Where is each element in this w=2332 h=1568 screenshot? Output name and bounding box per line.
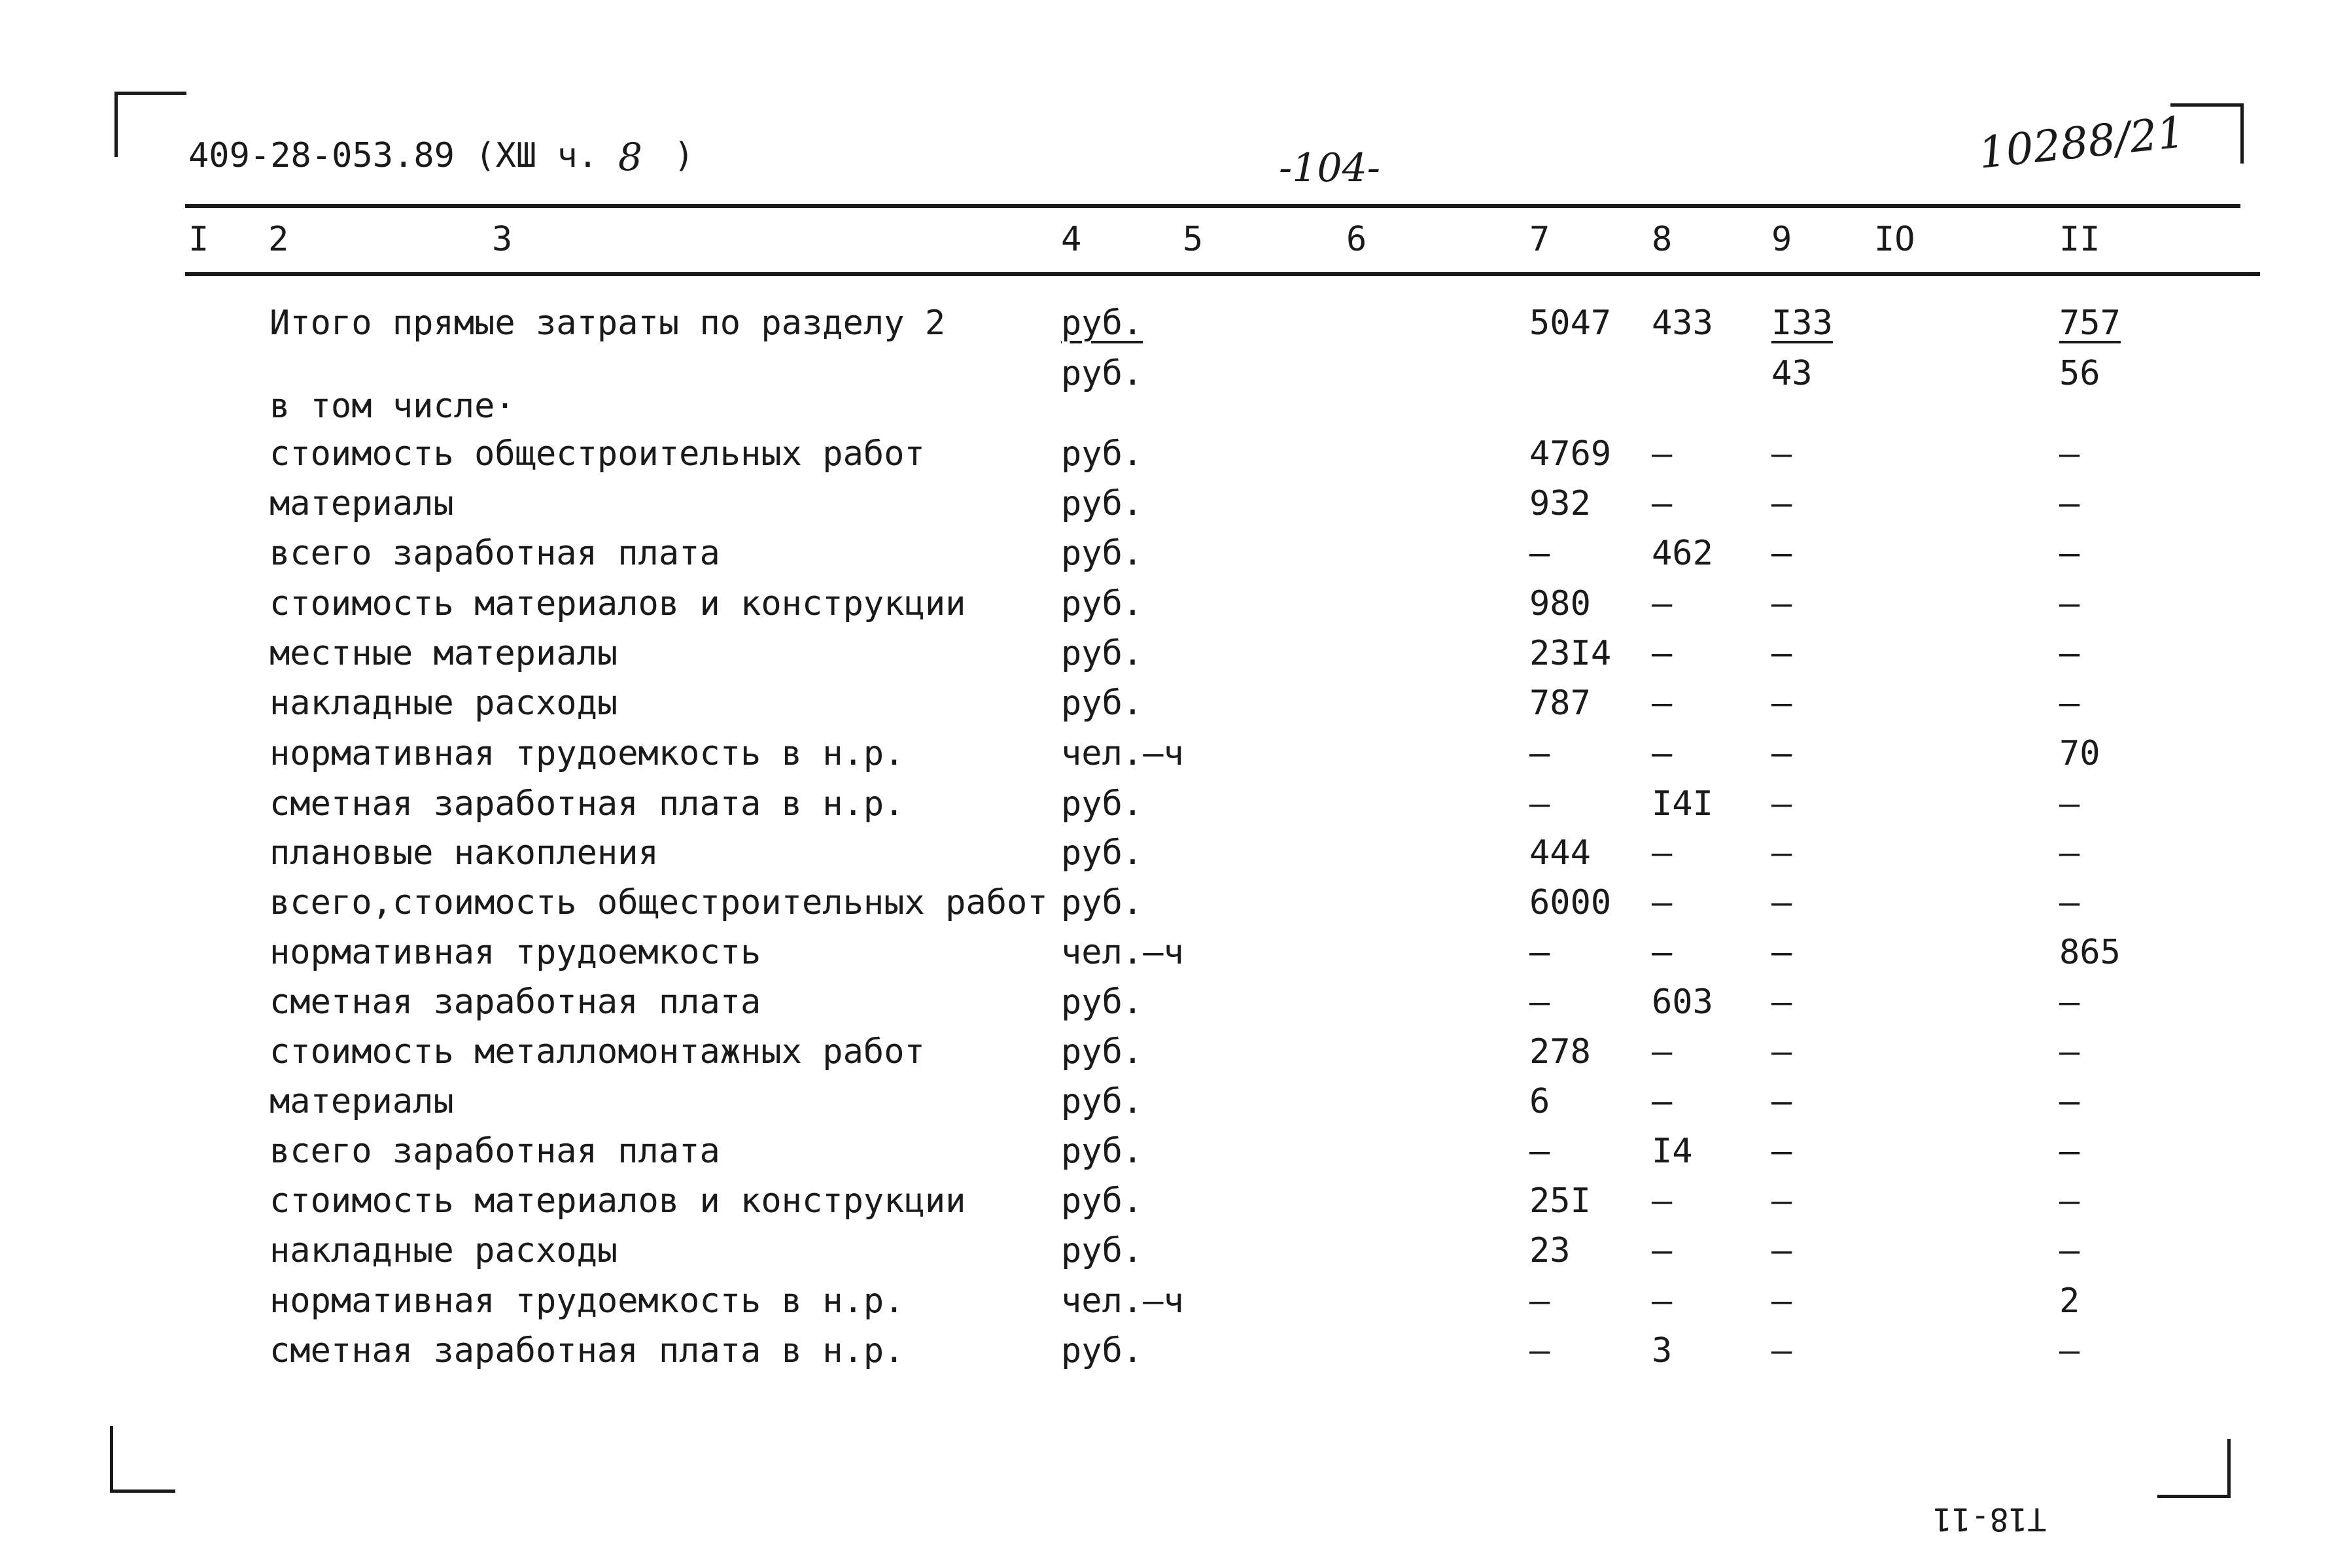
row-unit: чел.–ч xyxy=(1061,734,1184,773)
row-col11-value: – xyxy=(2059,883,2080,922)
row-col9-value: – xyxy=(1771,833,1792,873)
column-header-7: 7 xyxy=(1529,220,1550,259)
row-col11-value: – xyxy=(2059,534,2080,573)
row-col9-value: – xyxy=(1771,634,1792,673)
row-col8-value: – xyxy=(1652,1181,1673,1221)
row-col8-value: 433 xyxy=(1652,304,1713,343)
row-col8-value: – xyxy=(1652,634,1673,673)
row-item-name: нормативная трудоемкость xyxy=(270,933,761,972)
corner-mark-top-right-vertical xyxy=(2240,103,2244,164)
column-header-8: 8 xyxy=(1652,220,1673,259)
row-col8-value: – xyxy=(1652,734,1673,773)
row-unit: руб. xyxy=(1061,584,1143,623)
row-col7-value: – xyxy=(1529,1132,1550,1171)
row-col7-value: 25I xyxy=(1529,1181,1591,1221)
row-col8-value: I4 xyxy=(1652,1132,1693,1171)
row-col8-value: 3 xyxy=(1652,1331,1673,1370)
row-col9-value: – xyxy=(1771,1181,1792,1221)
row-col9-value: – xyxy=(1771,1032,1792,1071)
row-col11-value: – xyxy=(2059,833,2080,873)
footer-stamp: T18-11 xyxy=(1933,1501,2047,1537)
row-col11-value: – xyxy=(2059,1082,2080,1121)
row-col8-value: – xyxy=(1652,484,1673,523)
row-unit: руб. xyxy=(1061,784,1143,824)
column-header-10: IO xyxy=(1874,220,1915,259)
row-unit: руб. xyxy=(1061,1231,1143,1270)
row-col8-value: – xyxy=(1652,684,1673,723)
row-col7-value: – xyxy=(1529,933,1550,972)
row-col11-value: 56 xyxy=(2059,354,2100,393)
corner-mark-bottom-left-horizontal xyxy=(110,1490,175,1493)
row-col8-value: – xyxy=(1652,883,1673,922)
page-number: -104- xyxy=(1279,145,1381,191)
row-col11-value: 2 xyxy=(2059,1281,2080,1321)
row-col11-value: – xyxy=(2059,983,2080,1022)
row-col9-value: – xyxy=(1771,784,1792,824)
row-col8-value: – xyxy=(1652,1032,1673,1071)
row-col7-value: 444 xyxy=(1529,833,1591,873)
row-col7-value: – xyxy=(1529,534,1550,573)
row-col11-value: – xyxy=(2059,1132,2080,1171)
row-item-name: сметная заработная плата в н.р. xyxy=(270,1331,905,1370)
column-header-9: 9 xyxy=(1771,220,1792,259)
row-col8-value: 462 xyxy=(1652,534,1713,573)
row-col7-value: 23I4 xyxy=(1529,634,1612,673)
column-header-6: 6 xyxy=(1346,220,1367,259)
row-col7-value: 6 xyxy=(1529,1082,1550,1121)
row-col9-value: – xyxy=(1771,1281,1792,1321)
row-unit: руб. xyxy=(1061,684,1143,723)
column-header-1: I xyxy=(188,220,209,259)
column-header-4: 4 xyxy=(1061,220,1082,259)
row-unit: руб. xyxy=(1061,1032,1143,1071)
row-item-name: материалы xyxy=(270,484,454,523)
row-item-name: нормативная трудоемкость в н.р. xyxy=(270,1281,905,1321)
row-unit: чел.–ч xyxy=(1061,1281,1184,1321)
row-col7-value: – xyxy=(1529,983,1550,1022)
row-col11-value: – xyxy=(2059,784,2080,824)
row-col11-value: – xyxy=(2059,1181,2080,1221)
corner-mark-bottom-right-horizontal xyxy=(2157,1495,2231,1498)
row-col11-value: – xyxy=(2059,434,2080,474)
row-col9-value: – xyxy=(1771,1132,1792,1171)
row-item-name: нормативная трудоемкость в н.р. xyxy=(270,734,905,773)
part-number-handwritten: 8 xyxy=(618,135,642,179)
row-col8-value: – xyxy=(1652,1231,1673,1270)
row-col7-value: – xyxy=(1529,734,1550,773)
row-col7-value: – xyxy=(1529,784,1550,824)
corner-mark-top-left-vertical xyxy=(114,92,118,157)
row-col9-value: – xyxy=(1771,983,1792,1022)
row-col11-value: 865 xyxy=(2059,933,2121,972)
row-col7-value: 787 xyxy=(1529,684,1591,723)
row-item-name: сметная заработная плата в н.р. xyxy=(270,784,905,824)
row-unit: руб. xyxy=(1061,304,1143,343)
row-col9-value: – xyxy=(1771,883,1792,922)
row-item-name: плановые накопления xyxy=(270,833,659,873)
row-col11-value: 70 xyxy=(2059,734,2100,773)
row-unit: руб. xyxy=(1061,983,1143,1022)
corner-mark-bottom-left-vertical xyxy=(110,1426,113,1493)
row-unit: руб. xyxy=(1061,883,1143,922)
corner-mark-top-left-horizontal xyxy=(114,92,186,95)
row-item-name: накладные расходы xyxy=(270,684,618,723)
row-item-name: местные материалы xyxy=(270,634,618,673)
row-item-name: всего,стоимость общестроительных работ xyxy=(270,883,1048,922)
row-col8-value: – xyxy=(1652,434,1673,474)
row-item-name: стоимость общестроительных работ xyxy=(270,434,925,474)
row-col7-value: – xyxy=(1529,1331,1550,1370)
row-unit: руб. xyxy=(1061,534,1143,573)
row-unit: чел.–ч xyxy=(1061,933,1184,972)
row-col11-value: – xyxy=(2059,584,2080,623)
row-unit: руб. xyxy=(1061,1132,1143,1171)
row-col7-value: 4769 xyxy=(1529,434,1612,474)
row-col9-value: – xyxy=(1771,933,1792,972)
row-unit: руб. xyxy=(1061,434,1143,474)
row-col9-value: – xyxy=(1771,484,1792,523)
row-col7-value: 278 xyxy=(1529,1032,1591,1071)
row-col11-value: – xyxy=(2059,1231,2080,1270)
row-col8-value: – xyxy=(1652,1082,1673,1121)
row-col9-value: 43 xyxy=(1771,354,1813,393)
row-col9-value: – xyxy=(1771,1082,1792,1121)
document-code-close-paren: ) xyxy=(674,136,695,175)
row-col8-value: – xyxy=(1652,584,1673,623)
row-item-name: накладные расходы xyxy=(270,1231,618,1270)
column-header-5: 5 xyxy=(1183,220,1204,259)
row-item-name: стоимость материалов и конструкции xyxy=(270,584,966,623)
row-col8-value: 603 xyxy=(1652,983,1713,1022)
row-unit: руб. xyxy=(1061,1082,1143,1121)
row-item-name: материалы xyxy=(270,1082,454,1121)
row-col8-value: I4I xyxy=(1652,784,1713,824)
header-bottom-rule xyxy=(185,272,2260,276)
row-col7-value: 6000 xyxy=(1529,883,1612,922)
header-top-rule xyxy=(185,204,2240,208)
row-item-name: в том числе· xyxy=(270,387,515,426)
row-item-name: стоимость металломонтажных работ xyxy=(270,1032,925,1071)
row-col11-value: – xyxy=(2059,484,2080,523)
row-col9-value: – xyxy=(1771,534,1792,573)
row-item-name: всего заработная плата xyxy=(270,1132,720,1171)
sheet-reference: 10288/21 xyxy=(1975,107,2187,179)
row-unit: руб. xyxy=(1061,1331,1143,1370)
row-col11-value: – xyxy=(2059,1331,2080,1370)
row-unit: руб. xyxy=(1061,354,1143,393)
row-col11-value: – xyxy=(2059,1032,2080,1071)
row-col11-value: – xyxy=(2059,684,2080,723)
row-col8-value: – xyxy=(1652,933,1673,972)
row-unit: руб. xyxy=(1061,484,1143,523)
row-item-name: сметная заработная плата xyxy=(270,983,761,1022)
row-col9-value: I33 xyxy=(1771,304,1833,343)
row-col7-value: – xyxy=(1529,1281,1550,1321)
row-item-name: стоимость материалов и конструкции xyxy=(270,1181,966,1221)
row-unit: руб. xyxy=(1061,634,1143,673)
row-col7-value: 5047 xyxy=(1529,304,1612,343)
row-col11-value: 757 xyxy=(2059,304,2121,343)
document-code: 409-28-053.89 (XШ ч. xyxy=(188,136,599,175)
row-col7-value: 23 xyxy=(1529,1231,1571,1270)
column-header-2: 2 xyxy=(268,220,289,259)
column-header-3: 3 xyxy=(492,220,513,259)
row-col7-value: 932 xyxy=(1529,484,1591,523)
row-col11-value: – xyxy=(2059,634,2080,673)
row-col9-value: – xyxy=(1771,1231,1792,1270)
column-header-11: II xyxy=(2059,220,2100,259)
row-unit: руб. xyxy=(1061,1181,1143,1221)
row-unit: руб. xyxy=(1061,833,1143,873)
row-col9-value: – xyxy=(1771,584,1792,623)
row-col9-value: – xyxy=(1771,1331,1792,1370)
row-col9-value: – xyxy=(1771,684,1792,723)
row-item-name: всего заработная плата xyxy=(270,534,720,573)
row-col9-value: – xyxy=(1771,434,1792,474)
row-item-name: Итого прямые затраты по разделу 2 xyxy=(270,304,946,343)
corner-mark-bottom-right-vertical xyxy=(2227,1439,2231,1498)
row-col7-value: 980 xyxy=(1529,584,1591,623)
row-col8-value: – xyxy=(1652,833,1673,873)
row-col9-value: – xyxy=(1771,734,1792,773)
row-col8-value: – xyxy=(1652,1281,1673,1321)
